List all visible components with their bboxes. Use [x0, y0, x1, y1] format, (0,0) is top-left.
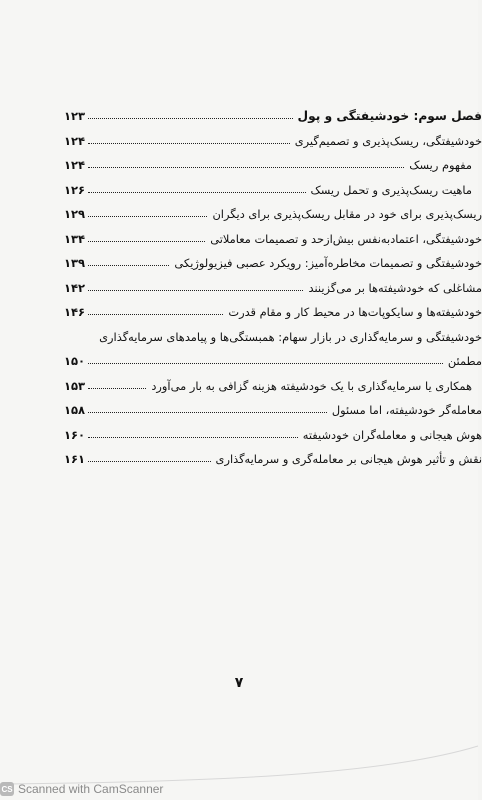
toc-entry[interactable]: [64, 417, 482, 442]
toc-entry[interactable]: [64, 295, 482, 320]
toc-dot-leader: [88, 363, 443, 364]
toc-dot-leader: [88, 216, 207, 217]
toc-dot-leader: [88, 314, 223, 315]
toc-entry-title: مشاغلی که خودشیفته‌ها بر می‌گزینند: [308, 280, 482, 295]
toc-entry-wrapped-line1[interactable]: [64, 319, 482, 344]
toc-entry[interactable]: [64, 442, 482, 467]
toc-entry-title: همکاری یا سرمایه‌گذاری با یک خودشیفته هزینه گزافی به بار می‌آورد: [151, 378, 472, 393]
toc-page-number: ۱۲۴: [64, 158, 86, 172]
toc-page-number: ۱۳۴: [64, 231, 86, 246]
toc-entry[interactable]: [64, 172, 482, 197]
toc-page-number: ۱۴۶: [64, 305, 86, 319]
toc-entry[interactable]: [64, 270, 482, 295]
toc-entry-title: خودشیفتگی و تصمیمات مخاطره‌آمیز: رویکرد عصبی فیزیولوژیکی: [174, 256, 482, 270]
toc-dot-leader: [88, 290, 303, 291]
toc-entry-title: خودشیفته‌ها و سایکوپات‌ها در محیط کار و مقام قدرت: [228, 305, 482, 319]
toc-dot-leader: [88, 118, 292, 119]
toc-entry[interactable]: [64, 246, 482, 271]
toc-entry-wrapped-line2[interactable]: [64, 344, 482, 369]
toc-entry-title: معامله‌گر خودشیفته، اما مسئول: [331, 403, 482, 417]
toc-page-number: ۱۶۰: [64, 427, 86, 442]
toc-entry-title: ماهیت ریسک‌پذیری و تحمل ریسک: [310, 182, 472, 197]
toc-page-number: ۱۵۳: [64, 378, 86, 393]
toc-entry[interactable]: [64, 368, 482, 393]
toc-dot-leader: [88, 167, 404, 168]
toc-page-number: ۱۳۹: [64, 256, 86, 270]
toc-entry-title: خودشیفتگی، اعتمادبه‌نفس بیش‌ازحد و تصمیمات معاملاتی: [210, 231, 482, 246]
toc-page-number: ۱۴۲: [64, 280, 86, 295]
toc-entry[interactable]: [64, 221, 482, 246]
toc-dot-leader: [88, 143, 290, 144]
toc-page-number: ۱۶۱: [64, 452, 86, 466]
toc-page-number: ۱۵۰: [64, 354, 86, 368]
toc-entry-title: مفهوم ریسک: [409, 158, 472, 172]
toc-page-number: ۱۲۹: [64, 207, 86, 221]
toc-page-number: ۱۲۳: [64, 109, 86, 123]
toc-chapter-title: فصل سوم: خودشیفتگی و پول: [297, 109, 482, 123]
toc-entry-title: مطمئن: [447, 354, 482, 368]
toc-dot-leader: [88, 412, 327, 413]
toc-entry-title: خودشیفتگی و سرمایه‌گذاری در بازار سهام: همبستگی‌ها و پیامدهای سرمایه‌گذاری: [99, 329, 482, 344]
toc-page-number: ۱۵۸: [64, 403, 86, 417]
toc-chapter-heading[interactable]: [64, 96, 482, 123]
toc-entry[interactable]: [64, 197, 482, 222]
toc-entry-title: هوش هیجانی و معامله‌گران خودشیفته: [302, 427, 482, 442]
toc-entry-title: نقش و تأثیر هوش هیجانی بر معامله‌گری و سرمایه‌گذاری: [215, 452, 482, 466]
toc-dot-leader: [88, 437, 298, 438]
camscanner-logo-icon: CS: [0, 782, 14, 796]
toc-dot-leader: [88, 265, 169, 266]
page-curl-decoration: [0, 726, 478, 786]
toc-entry[interactable]: [64, 123, 482, 148]
toc-entry-title: ریسک‌پذیری برای خود در مقابل ریسک‌پذیری برای دیگران: [212, 207, 482, 221]
toc-page-number: ۱۲۴: [64, 133, 86, 148]
toc-dot-leader: [88, 241, 205, 242]
toc-dot-leader: [88, 461, 210, 462]
page-number: ۷: [234, 675, 244, 691]
toc-entry-title: خودشیفتگی، ریسک‌پذیری و تصمیم‌گیری: [294, 133, 482, 148]
toc-entry[interactable]: [64, 393, 482, 418]
scanner-watermark-text: Scanned with CamScanner: [18, 782, 164, 796]
toc-page-number: ۱۲۶: [64, 182, 86, 197]
table-of-contents: [64, 96, 482, 466]
scanner-watermark: [0, 780, 163, 798]
toc-dot-leader: [88, 192, 305, 193]
toc-dot-leader: [88, 388, 146, 389]
toc-entry[interactable]: [64, 148, 482, 173]
